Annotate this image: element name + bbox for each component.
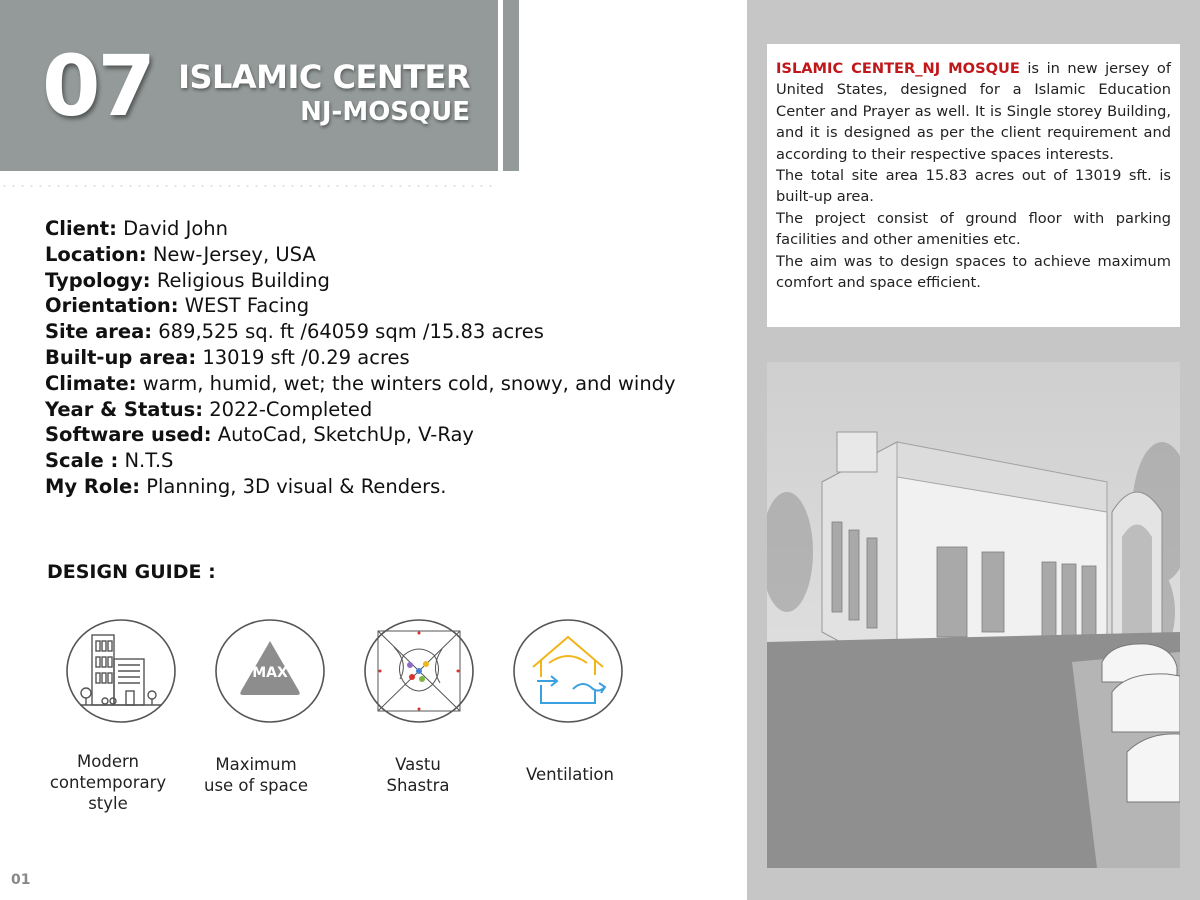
guide-label-line: Ventilation [526,765,614,784]
spec-value: 2022-Completed [209,397,373,421]
spec-value: warm, humid, wet; the winters cold, snowy, and windy [142,371,676,395]
spec-label: Typology: [45,268,151,292]
modern-building-icon [66,619,176,723]
spec-row-built-up-area [45,345,676,371]
spec-row-site-area [45,319,676,345]
vastu-shastra-icon [364,619,474,723]
project-specs [45,216,676,500]
dotted-divider [0,184,498,188]
guide-label-line: Modern [77,752,139,771]
spec-label: Scale : [45,449,119,473]
description-project: The project consist of ground floor with parking facilities and other amenities etc. [776,209,1171,249]
guide-label-line: Maximum [215,755,297,774]
description-aim: The aim was to design spaces to achieve maximum comfort and space efficient. [776,252,1171,292]
spec-value: 689,525 sq. ft /64059 sqm /15.83 acres [158,320,544,344]
spec-row-year-status [45,397,676,423]
spec-label: Site area: [45,320,153,344]
spec-label: Software used: [45,423,212,447]
page-number: 01 [11,872,31,888]
spec-label: Orientation: [45,294,179,318]
spec-value: Planning, 3D visual & Renders. [146,474,447,498]
description-intro-text: is in new jersey of United States, designed for a Islamic Education Center and Prayer as well. It is Single storey Building, and it is designed as per the client requirement and according to their respective spaces interests. [776,60,1171,163]
spec-value: N.T.S [124,449,174,473]
guide-label-line: contemporary [49,773,167,792]
spec-value: WEST Facing [184,294,310,318]
ventilation-icon [513,619,623,723]
guide-label-modern [43,751,173,814]
guide-label-line: Vastu [395,755,441,774]
spec-row-software [45,422,676,448]
project-description [767,44,1180,327]
guide-label-line: use of space [203,776,308,795]
spec-value: New-Jersey, USA [152,242,316,266]
spec-value: AutoCad, SketchUp, V-Ray [217,423,474,447]
spec-value: 13019 sft /0.29 acres [202,345,410,369]
spec-value: David John [123,217,229,240]
guide-label-line: style [88,794,128,813]
spec-row-orientation [45,293,676,319]
max-icon-text: MAX [252,665,288,681]
guide-label-vastu [368,754,468,796]
project-title-line2: NJ-MOSQUE [300,97,470,127]
spec-row-climate [45,371,676,397]
guide-label-max-space [196,754,316,796]
spec-row-client [45,216,676,242]
spec-row-location [45,242,676,268]
spec-row-typology [45,268,676,294]
spec-label: Location: [45,242,147,266]
description-highlight: ISLAMIC CENTER_NJ MOSQUE [776,60,1020,77]
building-render-image [767,362,1180,868]
spec-label: My Role: [45,474,141,498]
header-stripe [503,0,519,171]
spec-row-scale [45,448,676,474]
guide-label-ventilation [515,764,625,785]
project-title [178,58,470,128]
spec-label: Year & Status: [45,397,204,421]
spec-label: Built-up area: [45,345,197,369]
spec-label: Client: [45,217,117,240]
project-number: 07 [42,37,153,135]
design-guide-title: DESIGN GUIDE : [47,561,216,583]
spec-label: Climate: [45,371,137,395]
spec-row-role [45,474,676,500]
project-title-line1: ISLAMIC CENTER [178,58,470,96]
guide-label-line: Shastra [386,776,450,795]
max-space-icon [215,619,325,723]
description-site: The total site area 15.83 acres out of 13019 sft. is built-up area. [776,167,1171,206]
description-intro [776,58,1171,165]
spec-value: Religious Building [156,268,330,292]
